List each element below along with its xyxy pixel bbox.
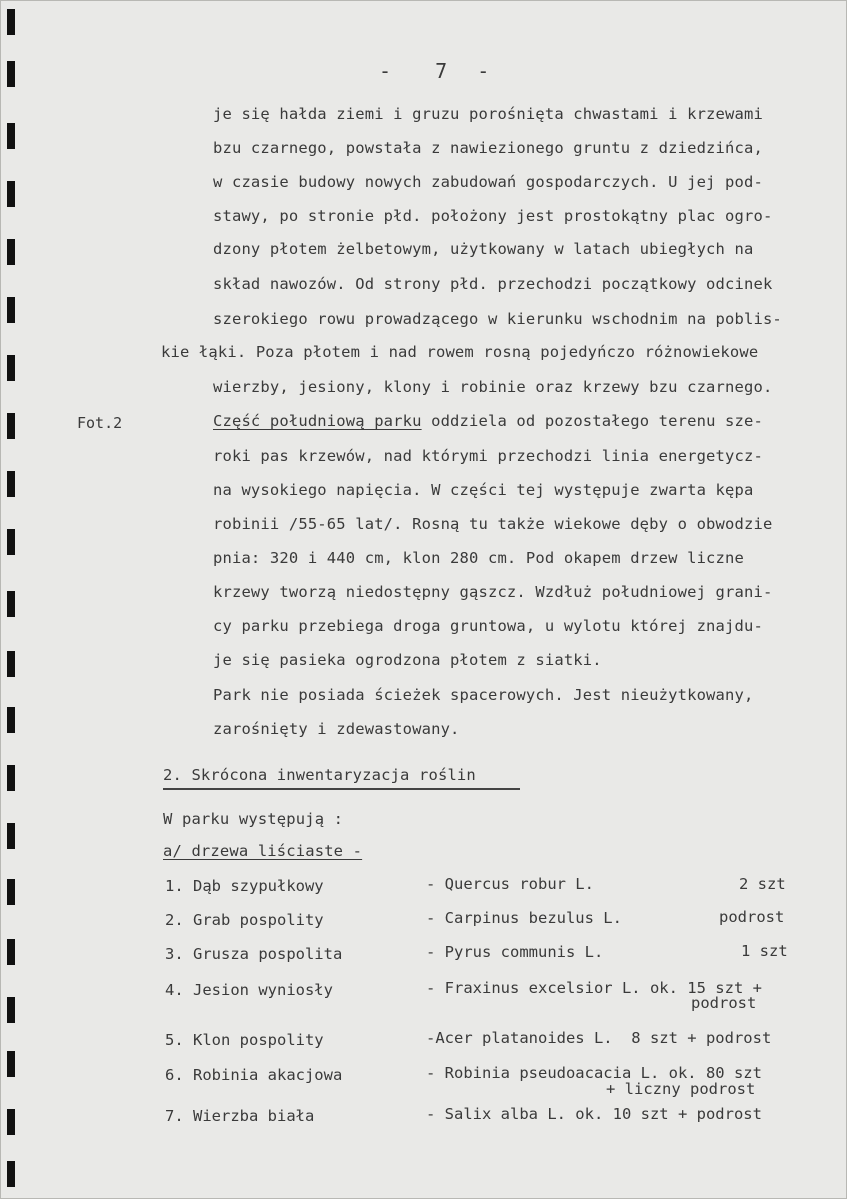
paragraph-line: cy parku przebiega droga gruntowa, u wylotu której znajdu- xyxy=(213,617,763,635)
perforation-mark xyxy=(7,471,15,497)
plant-latin: - Carpinus bezulus L. xyxy=(426,909,622,927)
perforation-mark xyxy=(7,997,15,1023)
paragraph-line: zarośnięty i zdewastowany. xyxy=(213,720,460,738)
paragraph-line: robinii /55-65 lat/. Rosną tu także wiekowe dęby o obwodzie xyxy=(213,515,773,533)
perforation-mark xyxy=(7,765,15,791)
perforation-mark xyxy=(7,591,15,617)
paragraph-line: krzewy tworzą niedostępny gąszcz. Wzdłuż południowej grani- xyxy=(213,583,773,601)
paragraph-line: Park nie posiada ścieżek spacerowych. Jest nieużytkowany, xyxy=(213,686,754,704)
plant-count-continued: + liczny podrost xyxy=(606,1080,756,1098)
heading-underline xyxy=(163,788,520,790)
plant-count: 1 szt xyxy=(741,942,788,960)
paragraph-line: pnia: 320 i 440 cm, klon 280 cm. Pod okapem drzew liczne xyxy=(213,549,744,567)
perforation-mark xyxy=(7,413,15,439)
perforation-mark xyxy=(7,823,15,849)
paragraph-line: wierzby, jesiony, klony i robinie oraz krzewy bzu czarnego. xyxy=(213,378,773,396)
paragraph-line: dzony płotem żelbetowym, użytkowany w latach ubiegłych na xyxy=(213,240,754,258)
perforation-mark xyxy=(7,1161,15,1187)
perforation-mark xyxy=(7,239,15,265)
paragraph-line: bzu czarnego, powstała z nawiezionego gruntu z dziedzińca, xyxy=(213,139,763,157)
perforation-mark xyxy=(7,651,15,677)
perforation-mark xyxy=(7,181,15,207)
perforation-mark xyxy=(7,9,15,35)
paragraph-line: szerokiego rowu prowadzącego w kierunku wschodnim na poblis- xyxy=(213,310,782,328)
intro-text: W parku występują : xyxy=(163,810,344,828)
paragraph-line: kie łąki. Poza płotem i nad rowem rosną pojedyńczo różnowiekowe xyxy=(161,343,759,361)
perforation-mark xyxy=(7,297,15,323)
paragraph-line-rest: oddziela od pozostałego terenu sze- xyxy=(421,412,763,430)
plant-latin: - Quercus robur L. xyxy=(426,875,594,893)
paragraph-line: w czasie budowy nowych zabudowań gospodarczych. U jej pod- xyxy=(213,173,763,191)
plant-name: 1. Dąb szypułkowy xyxy=(165,877,324,895)
perforation-mark xyxy=(7,1051,15,1077)
perforation-mark xyxy=(7,939,15,965)
paragraph-line: stawy, po stronie płd. położony jest prostokątny plac ogro- xyxy=(213,207,773,225)
plant-name: 6. Robinia akacjowa xyxy=(165,1066,343,1084)
paragraph-first-line xyxy=(213,411,763,431)
perforation-mark xyxy=(7,123,15,149)
underlined-phrase: Część południową parku xyxy=(213,412,422,430)
paragraph-line: je się pasieka ogrodzona płotem z siatki. xyxy=(213,651,602,669)
plant-name: 7. Wierzba biała xyxy=(165,1107,315,1125)
plant-latin: - Robinia pseudoacacia L. ok. 80 szt xyxy=(426,1064,762,1082)
perforation-mark xyxy=(7,355,15,381)
page-number: - 7 - xyxy=(379,59,492,83)
perforation-mark xyxy=(7,529,15,555)
subheading: a/ drzewa liściaste - xyxy=(163,842,363,860)
plant-name: 5. Klon pospolity xyxy=(165,1031,324,1049)
photo-reference: Fot.2 xyxy=(77,414,123,432)
perforation-mark xyxy=(7,61,15,87)
plant-name: 2. Grab pospolity xyxy=(165,911,324,929)
plant-name: 3. Grusza pospolita xyxy=(165,945,343,963)
plant-count-continued: podrost xyxy=(691,994,757,1012)
paragraph-line: skład nawozów. Od strony płd. przechodzi początkowy odcinek xyxy=(213,275,773,293)
plant-count: podrost xyxy=(719,908,785,926)
plant-latin: - Fraxinus excelsior L. ok. 15 szt + xyxy=(426,979,762,997)
plant-latin: - Pyrus communis L. xyxy=(426,943,604,961)
perforation-mark xyxy=(7,707,15,733)
paragraph-line: roki pas krzewów, nad którymi przechodzi linia energetycz- xyxy=(213,447,763,465)
section-heading: 2. Skrócona inwentaryzacja roślin xyxy=(163,766,476,784)
perforation-mark xyxy=(7,1109,15,1135)
plant-latin: - Salix alba L. ok. 10 szt + podrost xyxy=(426,1105,762,1123)
plant-count: 2 szt xyxy=(739,875,786,893)
plant-name: 4. Jesion wyniosły xyxy=(165,981,333,999)
paragraph-line: je się hałda ziemi i gruzu porośnięta chwastami i krzewami xyxy=(213,105,763,123)
paragraph-line: na wysokiego napięcia. W części tej występuje zwarta kępa xyxy=(213,481,754,499)
perforation-mark xyxy=(7,879,15,905)
plant-latin: -Acer platanoides L. 8 szt + podrost xyxy=(426,1029,772,1047)
